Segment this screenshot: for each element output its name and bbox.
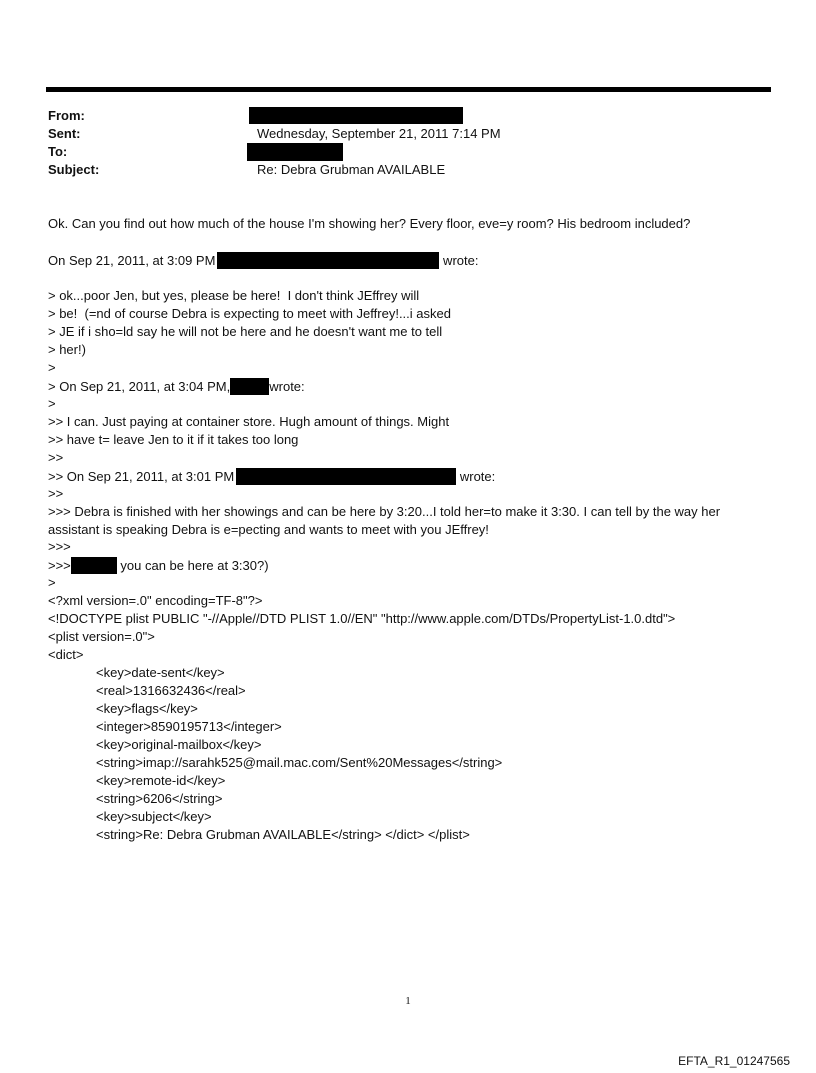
xml-entry: <integer>8590195713</integer> xyxy=(96,719,282,734)
xml-entry: <key>original-mailbox</key> xyxy=(96,737,262,752)
subject-label: Subject: xyxy=(48,162,100,177)
to-label: To: xyxy=(48,144,68,159)
quote-line: >> xyxy=(48,486,64,501)
quote-header-3-suffix: wrote: xyxy=(456,469,496,484)
quote-line: > JE if i sho=ld say he will not be here and he doesn't want me to tell xyxy=(48,324,443,339)
subject-value: Re: Debra Grubman AVAILABLE xyxy=(257,162,446,177)
quote-line: >> have t= leave Jen to it if it takes too long xyxy=(48,432,299,447)
quote-line: > ok...poor Jen, but yes, please be here! I don't think JEffrey will xyxy=(48,288,420,303)
quote-header-3 xyxy=(48,468,495,485)
from-label: From: xyxy=(48,108,85,123)
xml-entry: <key>subject</key> xyxy=(96,809,212,824)
redacted-sender-2 xyxy=(230,378,269,395)
quote-line: > xyxy=(48,396,56,411)
quote-line: >> xyxy=(48,450,64,465)
quote-line: >>> xyxy=(48,539,71,554)
quote-line: > her!) xyxy=(48,342,86,357)
xml-entry: <key>flags</key> xyxy=(96,701,198,716)
quote-line: > be! (=nd of course Debra is expecting to meet with Jeffrey!...i asked xyxy=(48,306,451,321)
sent-label: Sent: xyxy=(48,126,81,141)
quote-line: > xyxy=(48,360,56,375)
xml-entry: <key>remote-id</key> xyxy=(96,773,226,788)
document-id: EFTA_R1_01247565 xyxy=(678,1054,790,1068)
xml-entry: <key>date-sent</key> xyxy=(96,665,225,680)
quote-header-1-prefix: On Sep 21, 2011, at 3:09 PM xyxy=(48,253,216,268)
xml-entry: <real>1316632436</real> xyxy=(96,683,246,698)
quote-last-line xyxy=(48,557,269,574)
xml-declaration: <?xml version=.0" encoding=TF-8"?> xyxy=(48,593,263,608)
quote-header-1 xyxy=(48,252,478,269)
xml-dict-open: <dict> xyxy=(48,647,84,662)
sent-value: Wednesday, September 21, 2011 7:14 PM xyxy=(257,126,501,141)
quote-header-2-prefix: > On Sep 21, 2011, at 3:04 PM, xyxy=(48,379,231,394)
quote-header-2-suffix: wrote: xyxy=(269,379,305,394)
page-number: 1 xyxy=(405,995,411,1007)
reply-text: Ok. Can you find out how much of the house I'm showing her? Every floor, eve=y room? His bedroom included? xyxy=(48,216,691,231)
redacted-name xyxy=(71,557,117,574)
xml-doctype: <!DOCTYPE plist PUBLIC "-//Apple//DTD PLIST 1.0//EN" "http://www.apple.com/DTDs/PropertyList-1.0.dtd"> xyxy=(48,611,676,626)
quote-last-prefix: >>> xyxy=(48,558,71,573)
quote-last-suffix: you can be here at 3:30?) xyxy=(116,558,269,573)
xml-entry: <string>6206</string> xyxy=(96,791,223,806)
quote-paragraph: >>> Debra is finished with her showings and can be here by 3:20...I told her=to make it 3:30. I can tell by the way her assistant is speaking Debra is e=pecting and wants to meet with you JEffrey! xyxy=(48,504,721,537)
quote-line: >> I can. Just paying at container store. Hugh amount of things. Might xyxy=(48,414,450,429)
xml-plist-open: <plist version=.0"> xyxy=(48,629,155,644)
quote-header-3-prefix: >> On Sep 21, 2011, at 3:01 PM xyxy=(48,469,235,484)
quote-line: > xyxy=(48,575,56,590)
xml-entry: <string>imap://sarahk525@mail.mac.com/Sent%20Messages</string> xyxy=(96,755,503,770)
quote-header-1-suffix: wrote: xyxy=(439,253,479,268)
redacted-to xyxy=(247,143,343,161)
xml-entry: <string>Re: Debra Grubman AVAILABLE</string> </dict> </plist> xyxy=(96,827,470,842)
redacted-from xyxy=(249,107,463,124)
redacted-sender-1 xyxy=(217,252,439,269)
redacted-sender-3 xyxy=(236,468,456,485)
quote-header-2 xyxy=(48,378,305,395)
header-divider xyxy=(46,87,771,92)
